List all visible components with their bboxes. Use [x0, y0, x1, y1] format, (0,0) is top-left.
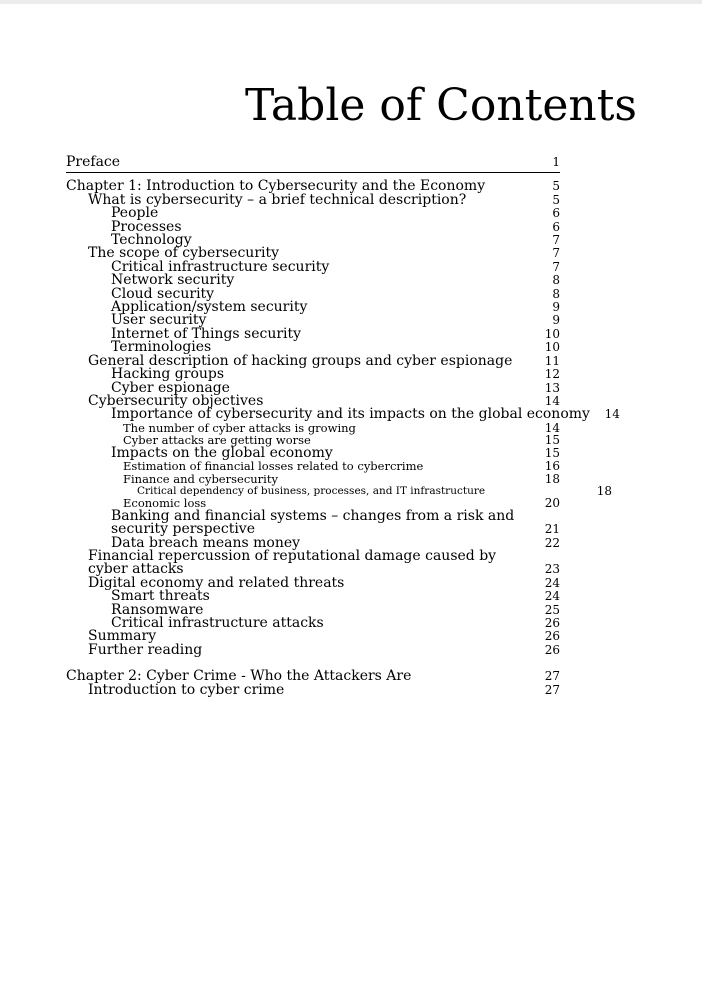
toc-entry-page-number: 15 — [544, 445, 560, 460]
toc-list — [66, 154, 620, 698]
toc-entry-page-number: 27 — [544, 669, 560, 684]
toc-entry-page-number: 9 — [552, 313, 560, 328]
toc-entry-label: The scope of cybersecurity — [88, 245, 280, 262]
toc-entry-page-number: 1 — [552, 155, 560, 169]
toc-entry-label: Estimation of financial losses related to cybercrime — [123, 459, 424, 474]
toc-entry-label: People — [111, 205, 159, 222]
toc-entry-label: Internet of Things security — [111, 325, 302, 342]
toc-entry-page-number: 7 — [552, 259, 560, 274]
toc-entry-page-number: 24 — [544, 575, 560, 590]
toc-entry[interactable] — [66, 444, 560, 461]
toc-entry-label: Critical infrastructure security — [111, 258, 330, 275]
toc-entry-page-number: 23 — [544, 562, 560, 577]
toc-entry-page-number: 7 — [552, 233, 560, 248]
toc-entry-page-number: 26 — [544, 629, 560, 644]
toc-entry-label: Financial repercussion of reputational damage caused by cyber attacks — [88, 547, 497, 578]
toc-entry-label: Smart threats — [111, 588, 210, 605]
toc-entry[interactable] — [66, 507, 560, 538]
toc-entry-page-number: 27 — [544, 682, 560, 697]
toc-entry-label: Banking and financial systems – changes from a risk and security perspective — [111, 507, 515, 538]
toc-entry-label: Ransomware — [111, 601, 204, 618]
toc-entry-label: User security — [111, 312, 207, 329]
toc-entry-label: Summary — [88, 628, 157, 645]
toc-entry-page-number: 20 — [544, 496, 560, 511]
toc-entry-label: Cyber attacks are getting worse — [123, 433, 311, 448]
toc-entry-label: Impacts on the global economy — [111, 444, 333, 461]
toc-entry-page-number: 25 — [544, 602, 560, 617]
toc-entry-label: Network security — [111, 272, 235, 289]
toc-entry-label: Finance and cybersecurity — [123, 471, 278, 486]
toc-entry-page-number: 7 — [552, 246, 560, 261]
toc-entry-label: Cloud security — [111, 285, 215, 302]
toc-entry-page-number: 26 — [544, 615, 560, 630]
toc-entry-label: What is cybersecurity – a brief technical description? — [88, 191, 467, 208]
toc-entry-page-number: 8 — [552, 286, 560, 301]
toc-entry-label: Critical dependency of business, processes, and IT infrastructure — [137, 484, 486, 497]
toc-entry-label: Processes — [111, 218, 182, 235]
toc-entry-page-number: 14 — [544, 420, 560, 435]
toc-entry-page-number: 5 — [552, 179, 560, 194]
toc-entry[interactable] — [66, 406, 620, 423]
toc-entry-label: Data breach means money — [111, 534, 301, 551]
toc-entry-page-number: 11 — [544, 353, 560, 368]
toc-entry-page-number: 9 — [552, 300, 560, 315]
toc-entry-page-number: 14 — [604, 407, 620, 422]
toc-entry-label: Application/system security — [111, 299, 308, 316]
toc-entry-page-number: 18 — [596, 483, 612, 498]
toc-entry-label: Chapter 2: Cyber Crime - Who the Attackers Are — [66, 668, 412, 685]
toc-entry-page-number: 16 — [544, 459, 560, 474]
toc-entry-label: Introduction to cyber crime — [88, 681, 285, 698]
toc-entry-page-number: 12 — [544, 367, 560, 382]
toc-entry[interactable] — [66, 681, 560, 698]
toc-entry-page-number: 6 — [552, 219, 560, 234]
toc-entry-page-number: 10 — [544, 340, 560, 355]
toc-entry-label: General description of hacking groups and cyber espionage — [88, 352, 513, 369]
toc-entry-page-number: 10 — [544, 326, 560, 341]
toc-entry[interactable] — [66, 473, 560, 486]
toc-entry-label: Digital economy and related threats — [88, 574, 345, 591]
toc-entry-label: Critical infrastructure attacks — [111, 614, 324, 631]
toc-entry-page-number: 18 — [544, 471, 560, 486]
toc-entry-label: The number of cyber attacks is growing — [123, 420, 356, 435]
toc-entry-page-number: 21 — [544, 522, 560, 537]
toc-entry-label: Preface — [66, 154, 121, 170]
toc-entry-page-number: 8 — [552, 273, 560, 288]
toc-entry-page-number: 6 — [552, 206, 560, 221]
toc-entry-label: Further reading — [88, 641, 203, 658]
toc-entry-page-number: 13 — [544, 380, 560, 395]
page-top-edge — [0, 0, 702, 4]
toc-entry-page-number: 22 — [544, 535, 560, 550]
toc-entry-label: Technology — [111, 232, 192, 249]
toc-entry-label: Economic loss — [123, 496, 207, 511]
toc-entry[interactable] — [66, 547, 560, 578]
toc-entry[interactable] — [66, 641, 560, 658]
toc-entry-page-number: 5 — [552, 192, 560, 207]
page-title: Table of Contents — [244, 80, 638, 131]
toc-entry-label: Cybersecurity objectives — [88, 392, 264, 409]
toc-entry-page-number: 15 — [544, 433, 560, 448]
toc-entry-page-number: 26 — [544, 642, 560, 657]
toc-entry-label: Cyber espionage — [111, 379, 230, 396]
toc-entry-page-number: 14 — [544, 393, 560, 408]
toc-entry[interactable] — [66, 156, 560, 173]
toc-entry-label: Hacking groups — [111, 366, 225, 383]
toc-entry-label: Importance of cybersecurity and its impacts on the global economy — [111, 406, 590, 423]
toc-entry-page-number: 24 — [544, 589, 560, 604]
toc-entry-label: Chapter 1: Introduction to Cybersecurity and the Economy — [66, 178, 486, 195]
toc-entry-label: Terminologies — [111, 339, 212, 356]
